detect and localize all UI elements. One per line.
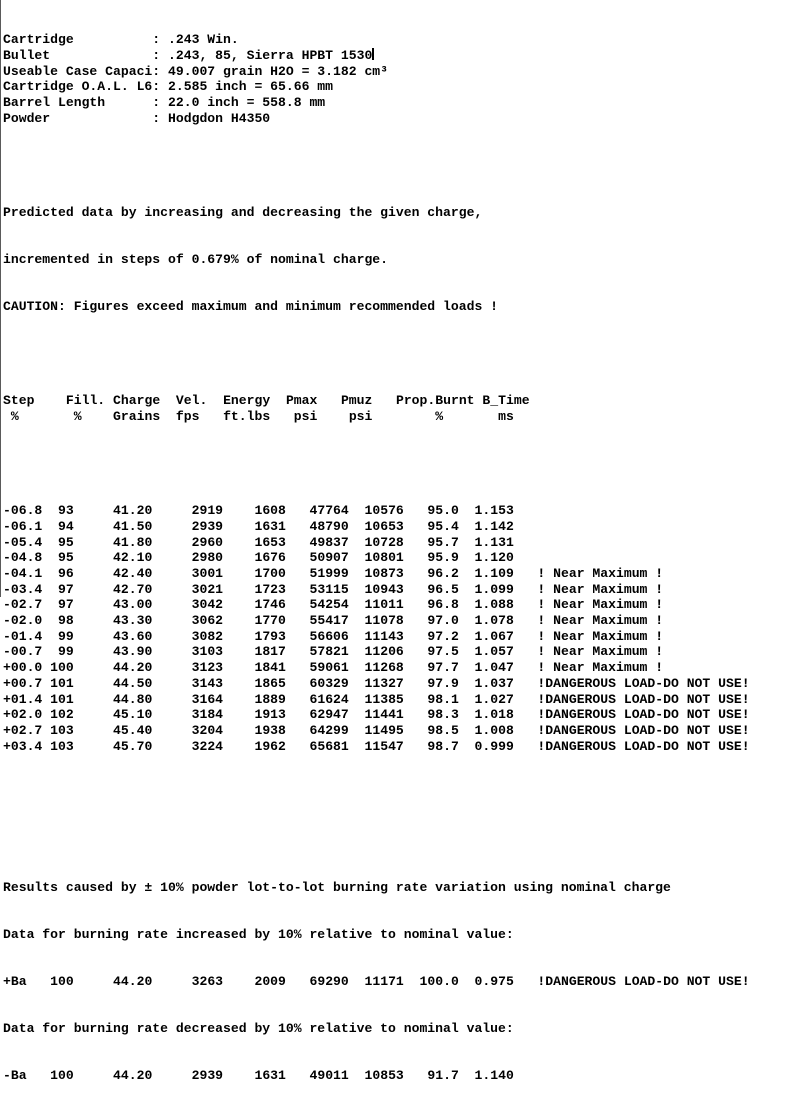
cell-velocity: 2980 [152, 550, 224, 566]
cell-charge: 43.00 [73, 597, 153, 613]
cell-warning: ! Near Maximum ! [537, 644, 664, 660]
cell-burnt: 96.5 [403, 581, 459, 597]
cell-pmax: 56606 [285, 628, 349, 644]
cell-pmax: 55417 [285, 613, 349, 629]
table-row [3, 597, 800, 613]
cell-charge: 41.50 [73, 518, 153, 534]
col-name-1: Step [3, 393, 35, 409]
cell-energy: 1770 [223, 613, 286, 629]
cell-pmuz: 11143 [348, 628, 404, 644]
cell-warning: ! Near Maximum ! [537, 613, 664, 629]
col-name-3: Charge [113, 393, 161, 409]
blank-line [3, 346, 800, 362]
cell-burnt: 95.4 [403, 518, 459, 534]
cell-fill: 102 [42, 707, 74, 723]
cell-velocity: 3021 [152, 581, 224, 597]
cell-pmax: 61624 [285, 691, 349, 707]
col-name-2: Fill. [65, 393, 106, 409]
cell-velocity: 3164 [152, 691, 224, 707]
table-row [3, 974, 800, 990]
cell-velocity: 3001 [152, 566, 224, 582]
cell-fill: 99 [42, 644, 74, 660]
cell-energy: 1746 [223, 597, 286, 613]
cell-burnt: 100.0 [403, 974, 459, 990]
parameter-value: 2.585 inch = 65.66 mm [168, 79, 334, 95]
cell-charge: 44.20 [73, 1068, 153, 1084]
cell-step: +00.0 [3, 660, 43, 676]
table-header-unit [3, 409, 800, 425]
cell-warning: !DANGEROUS LOAD-DO NOT USE! [537, 707, 750, 723]
cell-energy: 2009 [223, 974, 286, 990]
table-row [3, 723, 800, 739]
table-header-name [3, 393, 800, 409]
table-row [3, 739, 800, 755]
cell-energy: 1817 [223, 644, 286, 660]
cell-warning: ! Near Maximum ! [537, 660, 664, 676]
cell-fill: 97 [42, 581, 74, 597]
parameter-value: Hodgdon H4350 [168, 110, 271, 126]
parameter-label: Barrel Length [3, 95, 153, 111]
cell-charge: 44.80 [73, 691, 153, 707]
cell-btime: 1.142 [458, 518, 514, 534]
table-row [3, 550, 800, 566]
cell-fill: 97 [42, 597, 74, 613]
variation-increased-row [3, 974, 800, 990]
predicted-note-line2: incremented in steps of 0.679% of nominal charge. [3, 252, 389, 268]
cell-energy: 1913 [223, 707, 286, 723]
col-name-8: Prop.Burnt [395, 393, 475, 409]
cell-pmax: 51999 [285, 566, 349, 582]
cell-pmax: 57821 [285, 644, 349, 660]
table-row [3, 692, 800, 708]
cell-step: +01.4 [3, 691, 43, 707]
parameter-value: .243, 85, Sierra HPBT 1530 [168, 48, 373, 64]
cell-energy: 1653 [223, 534, 286, 550]
variation-decreased-row [3, 1068, 800, 1084]
table-row [3, 644, 800, 660]
table-row [3, 660, 800, 676]
cell-fill: 100 [42, 974, 74, 990]
cell-warning: ! Near Maximum ! [537, 628, 664, 644]
table-row [3, 519, 800, 535]
cell-pmax: 62947 [285, 707, 349, 723]
cell-velocity: 3204 [152, 722, 224, 738]
cell-velocity: 3184 [152, 707, 224, 723]
cell-warning: ! Near Maximum ! [537, 597, 664, 613]
col-unit-9: ms [498, 409, 514, 425]
cell-pmuz: 10576 [348, 503, 404, 519]
cell-burnt: 95.0 [403, 503, 459, 519]
cell-charge: 41.80 [73, 534, 153, 550]
cell-step: -02.7 [3, 597, 43, 613]
col-unit-7: psi [348, 409, 373, 425]
col-unit-3: Grains [113, 409, 161, 425]
cell-energy: 1700 [223, 566, 286, 582]
predicted-note-line1: Predicted data by increasing and decreasing the given charge, [3, 205, 483, 221]
cell-step: -01.4 [3, 628, 43, 644]
cell-fill: 94 [42, 518, 74, 534]
parameter-value: .243 Win. [168, 32, 239, 48]
cell-btime: 1.047 [458, 660, 514, 676]
cell-pmax: 54254 [285, 597, 349, 613]
charge-table-header [3, 393, 800, 424]
quickload-output-pane[interactable] [1, 0, 800, 1084]
parameter-line [3, 95, 800, 111]
cell-pmuz: 10728 [348, 534, 404, 550]
cell-burnt: 97.0 [403, 613, 459, 629]
cell-energy: 1938 [223, 722, 286, 738]
parameter-separator: : [152, 32, 169, 48]
cell-fill: 100 [42, 1068, 74, 1084]
cell-energy: 1865 [223, 675, 286, 691]
parameter-separator: : [152, 48, 169, 64]
parameter-line [3, 64, 800, 80]
cell-warning: !DANGEROUS LOAD-DO NOT USE! [537, 691, 750, 707]
cell-pmax: 50907 [285, 550, 349, 566]
col-name-6: Pmax [285, 393, 318, 409]
cell-pmax: 59061 [285, 660, 349, 676]
cell-charge: 44.20 [73, 974, 153, 990]
cell-btime: 1.099 [458, 581, 514, 597]
cell-step: -Ba [3, 1068, 43, 1084]
blank-line [3, 158, 800, 174]
cell-btime: 1.140 [458, 1068, 514, 1084]
load-parameters [3, 32, 800, 126]
cell-pmax: 64299 [285, 722, 349, 738]
charge-table [3, 503, 800, 754]
cell-pmuz: 11206 [348, 644, 404, 660]
cell-fill: 95 [42, 534, 74, 550]
cell-velocity: 3042 [152, 597, 224, 613]
cell-charge: 43.60 [73, 628, 153, 644]
cell-pmuz: 10853 [348, 1068, 404, 1084]
cell-charge: 41.20 [73, 503, 153, 519]
cell-pmax: 48790 [285, 518, 349, 534]
col-unit-4: fps [175, 409, 200, 425]
cell-energy: 1631 [223, 1068, 286, 1084]
cell-fill: 98 [42, 613, 74, 629]
cell-step: -06.8 [3, 503, 43, 519]
cell-pmuz: 11011 [348, 597, 404, 613]
cell-energy: 1889 [223, 691, 286, 707]
cell-warning: !DANGEROUS LOAD-DO NOT USE! [537, 974, 750, 990]
parameter-label: Bullet [3, 48, 153, 64]
table-row [3, 566, 800, 582]
cell-charge: 44.50 [73, 675, 153, 691]
parameter-separator: : [152, 63, 169, 79]
cell-pmuz: 10801 [348, 550, 404, 566]
col-name-5: Energy [223, 393, 271, 409]
cell-btime: 1.131 [458, 534, 514, 550]
cell-fill: 101 [42, 675, 74, 691]
cell-charge: 43.30 [73, 613, 153, 629]
cell-pmuz: 11268 [348, 660, 404, 676]
cell-burnt: 96.8 [403, 597, 459, 613]
cell-burnt: 95.9 [403, 550, 459, 566]
cell-velocity: 3263 [152, 974, 224, 990]
cell-warning: !DANGEROUS LOAD-DO NOT USE! [537, 738, 750, 754]
cell-energy: 1723 [223, 581, 286, 597]
variation-title: Results caused by ± 10% powder lot-to-lot burning rate variation using nominal charge [3, 879, 671, 895]
cell-fill: 93 [42, 503, 74, 519]
cell-fill: 101 [42, 691, 74, 707]
cell-velocity: 3082 [152, 628, 224, 644]
cell-pmuz: 11495 [348, 722, 404, 738]
caution-line: CAUTION: Figures exceed maximum and minimum recommended loads ! [3, 299, 499, 315]
cell-burnt: 95.7 [403, 534, 459, 550]
parameter-separator: : [152, 110, 169, 126]
cell-pmuz: 11441 [348, 707, 404, 723]
cell-energy: 1608 [223, 503, 286, 519]
parameter-separator: : [152, 95, 169, 111]
parameter-separator: : [152, 79, 169, 95]
parameter-value: 22.0 inch = 558.8 mm [168, 95, 326, 111]
cell-btime: 1.109 [458, 566, 514, 582]
cell-energy: 1962 [223, 738, 286, 754]
cell-btime: 1.057 [458, 644, 514, 660]
cell-energy: 1631 [223, 518, 286, 534]
blank-line [3, 833, 800, 849]
table-row [3, 676, 800, 692]
cell-charge: 44.20 [73, 660, 153, 676]
cell-step: -00.7 [3, 644, 43, 660]
table-row [3, 503, 800, 519]
cell-burnt: 96.2 [403, 566, 459, 582]
cell-btime: 1.153 [458, 503, 514, 519]
cell-burnt: 98.1 [403, 691, 459, 707]
cell-fill: 100 [42, 660, 74, 676]
cell-pmuz: 11171 [348, 974, 404, 990]
cell-burnt: 98.3 [403, 707, 459, 723]
cell-pmuz: 10873 [348, 566, 404, 582]
col-unit-8: % [435, 409, 444, 425]
text-cursor [372, 48, 374, 60]
cell-pmuz: 11547 [348, 738, 404, 754]
cell-pmax: 69290 [285, 974, 349, 990]
cell-warning: !DANGEROUS LOAD-DO NOT USE! [537, 722, 750, 738]
cell-btime: 0.975 [458, 974, 514, 990]
cell-btime: 1.088 [458, 597, 514, 613]
cell-velocity: 3103 [152, 644, 224, 660]
parameter-label: Cartridge O.A.L. L6 [3, 79, 153, 95]
cell-btime: 1.067 [458, 628, 514, 644]
cell-pmuz: 11078 [348, 613, 404, 629]
cell-btime: 1.078 [458, 613, 514, 629]
cell-step: -04.8 [3, 550, 43, 566]
parameter-line [3, 48, 800, 64]
col-name-7: Pmuz [340, 393, 373, 409]
cell-charge: 42.70 [73, 581, 153, 597]
cell-velocity: 2960 [152, 534, 224, 550]
parameter-line [3, 111, 800, 127]
col-name-4: Vel. [175, 393, 208, 409]
cell-charge: 42.40 [73, 566, 153, 582]
cell-velocity: 3224 [152, 738, 224, 754]
table-row [3, 1068, 800, 1084]
cell-burnt: 97.2 [403, 628, 459, 644]
variation-increased-label: Data for burning rate increased by 10% relative to nominal value: [3, 926, 514, 942]
cell-velocity: 2939 [152, 1068, 224, 1084]
cell-fill: 96 [42, 566, 74, 582]
cell-velocity: 3143 [152, 675, 224, 691]
cell-charge: 45.70 [73, 738, 153, 754]
cell-btime: 0.999 [458, 738, 514, 754]
blank-line [3, 456, 800, 472]
cell-fill: 99 [42, 628, 74, 644]
parameter-value: 49.007 grain H2O = 3.182 cm³ [168, 63, 389, 79]
cell-btime: 1.008 [458, 722, 514, 738]
parameter-label: Powder [3, 110, 153, 126]
cell-step: +02.0 [3, 707, 43, 723]
cell-burnt: 97.9 [403, 675, 459, 691]
cell-burnt: 97.7 [403, 660, 459, 676]
cell-btime: 1.027 [458, 691, 514, 707]
table-row [3, 707, 800, 723]
cell-step: -03.4 [3, 581, 43, 597]
col-unit-1: % [10, 409, 19, 425]
col-unit-2: % [73, 409, 82, 425]
cell-pmax: 49011 [285, 1068, 349, 1084]
cell-btime: 1.120 [458, 550, 514, 566]
table-row [3, 629, 800, 645]
cell-step: +03.4 [3, 738, 43, 754]
cell-charge: 45.10 [73, 707, 153, 723]
parameter-label: Useable Case Capaci [3, 63, 153, 79]
cell-warning: !DANGEROUS LOAD-DO NOT USE! [537, 675, 750, 691]
col-unit-6: psi [293, 409, 318, 425]
cell-pmax: 47764 [285, 503, 349, 519]
col-name-9: B_Time [482, 393, 530, 409]
cell-velocity: 2919 [152, 503, 224, 519]
cell-charge: 42.10 [73, 550, 153, 566]
cell-burnt: 98.5 [403, 722, 459, 738]
cell-pmax: 65681 [285, 738, 349, 754]
cell-energy: 1793 [223, 628, 286, 644]
cell-velocity: 3123 [152, 660, 224, 676]
parameter-line [3, 32, 800, 48]
cell-pmuz: 11327 [348, 675, 404, 691]
cell-step: -04.1 [3, 566, 43, 582]
cell-step: -05.4 [3, 534, 43, 550]
cell-pmuz: 10943 [348, 581, 404, 597]
cell-pmax: 49837 [285, 534, 349, 550]
cell-pmuz: 10653 [348, 518, 404, 534]
cell-velocity: 2939 [152, 518, 224, 534]
cell-step: -06.1 [3, 518, 43, 534]
cell-pmax: 60329 [285, 675, 349, 691]
cell-velocity: 3062 [152, 613, 224, 629]
table-row [3, 582, 800, 598]
parameter-line [3, 79, 800, 95]
cell-step: +Ba [3, 974, 43, 990]
cell-fill: 103 [42, 738, 74, 754]
cell-charge: 43.90 [73, 644, 153, 660]
table-row [3, 535, 800, 551]
col-unit-5: ft.lbs [223, 409, 271, 425]
cell-btime: 1.018 [458, 707, 514, 723]
cell-burnt: 91.7 [403, 1068, 459, 1084]
cell-burnt: 98.7 [403, 738, 459, 754]
cell-energy: 1841 [223, 660, 286, 676]
cell-pmax: 53115 [285, 581, 349, 597]
cell-step: +02.7 [3, 722, 43, 738]
cell-fill: 95 [42, 550, 74, 566]
variation-decreased-label: Data for burning rate decreased by 10% relative to nominal value: [3, 1021, 514, 1037]
cell-pmuz: 11385 [348, 691, 404, 707]
cell-energy: 1676 [223, 550, 286, 566]
table-row [3, 613, 800, 629]
cell-warning: ! Near Maximum ! [537, 566, 664, 582]
cell-step: +00.7 [3, 675, 43, 691]
cell-step: -02.0 [3, 613, 43, 629]
cell-charge: 45.40 [73, 722, 153, 738]
cell-fill: 103 [42, 722, 74, 738]
parameter-label: Cartridge [3, 32, 153, 48]
cell-burnt: 97.5 [403, 644, 459, 660]
cell-btime: 1.037 [458, 675, 514, 691]
cell-warning: ! Near Maximum ! [537, 581, 664, 597]
blank-line [3, 786, 800, 802]
